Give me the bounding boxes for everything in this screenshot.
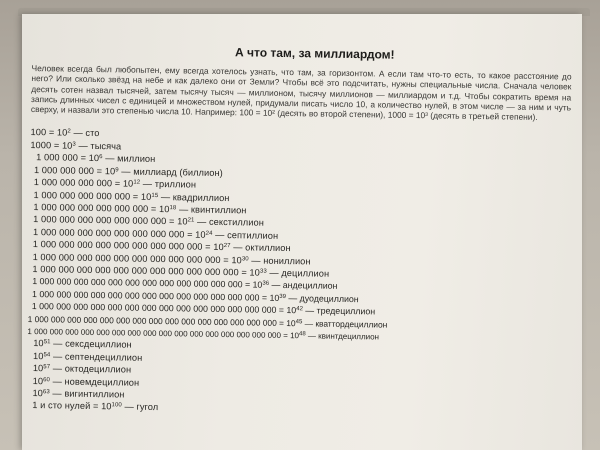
number-list bbox=[26, 126, 578, 420]
number-row: $10^{60}$ — новемдециллион bbox=[32, 375, 140, 388]
page-title: А что там, за миллиардом! bbox=[234, 45, 395, 62]
number-row: $1000 = 10^3$ — тысяча bbox=[30, 139, 122, 152]
page-content bbox=[26, 42, 580, 420]
number-row: $100 = 10^2$ — сто bbox=[30, 127, 100, 139]
number-row: $10^{57}$ — октодециллион bbox=[32, 363, 132, 375]
number-row: 1 000 000 000 000 000 000 000 $000 = 10^{24}$ — септиллион bbox=[32, 226, 279, 241]
number-row: 1 000 000 000 000 000 000 000 000 000 000 000 $000 = 10^{36}$ — андециллион bbox=[32, 276, 338, 292]
number-row: 1 000 000 000 000 000 000 000 000 $000 = 10^{27}$ — октиллион bbox=[32, 239, 291, 254]
number-row: 1 и сто нулей = $10^{100}$ — гугол bbox=[32, 400, 159, 413]
number-row: 1 000 000 000 000 000 000 000 000 000 000 000 000 000 000 $000 = 10^{45}$ — кваттордециллион bbox=[27, 313, 388, 330]
number-row: 1 000 000 000 000 000 000 000 000 000 000 000 000 000 $000 = 10^{42}$ — тредециллион bbox=[31, 301, 376, 317]
number-row: 1 000 000 000 000 $000 = 10^{15}$ — квадриллион bbox=[33, 189, 230, 203]
number-row: 1 000 000 000 000 000 000 000 000 000 000 000 000 $000 = 10^{39}$ — дуодециллион bbox=[31, 288, 359, 304]
number-row: $10^{51}$ — сексдециллион bbox=[33, 338, 132, 350]
number-row: 1 000 000 000 000 000 $000 = 10^{18}$ — квинтиллион bbox=[33, 201, 247, 216]
number-row: 1 000 $000 = 10^6$ — миллион bbox=[36, 152, 156, 165]
number-row: $10^{63}$ — вигинтиллион bbox=[32, 388, 125, 400]
number-row: 1 000 000 $000 = 10^9$ — миллиард (биллион) bbox=[33, 164, 223, 178]
number-row: 1 000 000 000 000 000 000 $000 = 10^{21}$ — секстиллион bbox=[33, 214, 265, 228]
number-row: $10^{54}$ — септендециллион bbox=[32, 350, 143, 363]
number-row: 1 000 000 000 $000 = 10^{12}$ — триллион bbox=[33, 177, 197, 190]
number-row: 1 000 000 000 000 000 000 000 000 000 $000 = 10^{30}$ — нониллион bbox=[32, 251, 311, 266]
number-row: 1 000 000 000 000 000 000 000 000 000 000 000 000 000 000 000 $000 = 10^{48}$ — квинтдециллион bbox=[27, 326, 380, 342]
book-page bbox=[22, 14, 582, 450]
number-row: 1 000 000 000 000 000 000 000 000 000 000 $000 = 10^{33}$ — дециллион bbox=[32, 263, 330, 279]
intro-paragraph: Человек всегда был любопытен, ему всегда хотелось узнать, что там, за горизонтом. А если там что-то есть, то какое расстояние до него? Или сколько звёзд на небе и как далеко они от Земли? Чтобы всё это подсчитать, нужны специальные числа. Сначала человек десять сотен назвал тысячей, затем тысячу тысяч — миллионом, тысячу миллионов — миллиардом и т.д. Чтобы сократить время на запись длинных чисел с единицей и множеством нулей, придумали писать число 10, а количество нулей, в этом числе — за ним и чуть сверху, и назвали это степенью числа 10. Например: 100 = 10² (десять во второй степени), 1000 = 10³ (десять в третьей степени). bbox=[30, 62, 572, 123]
